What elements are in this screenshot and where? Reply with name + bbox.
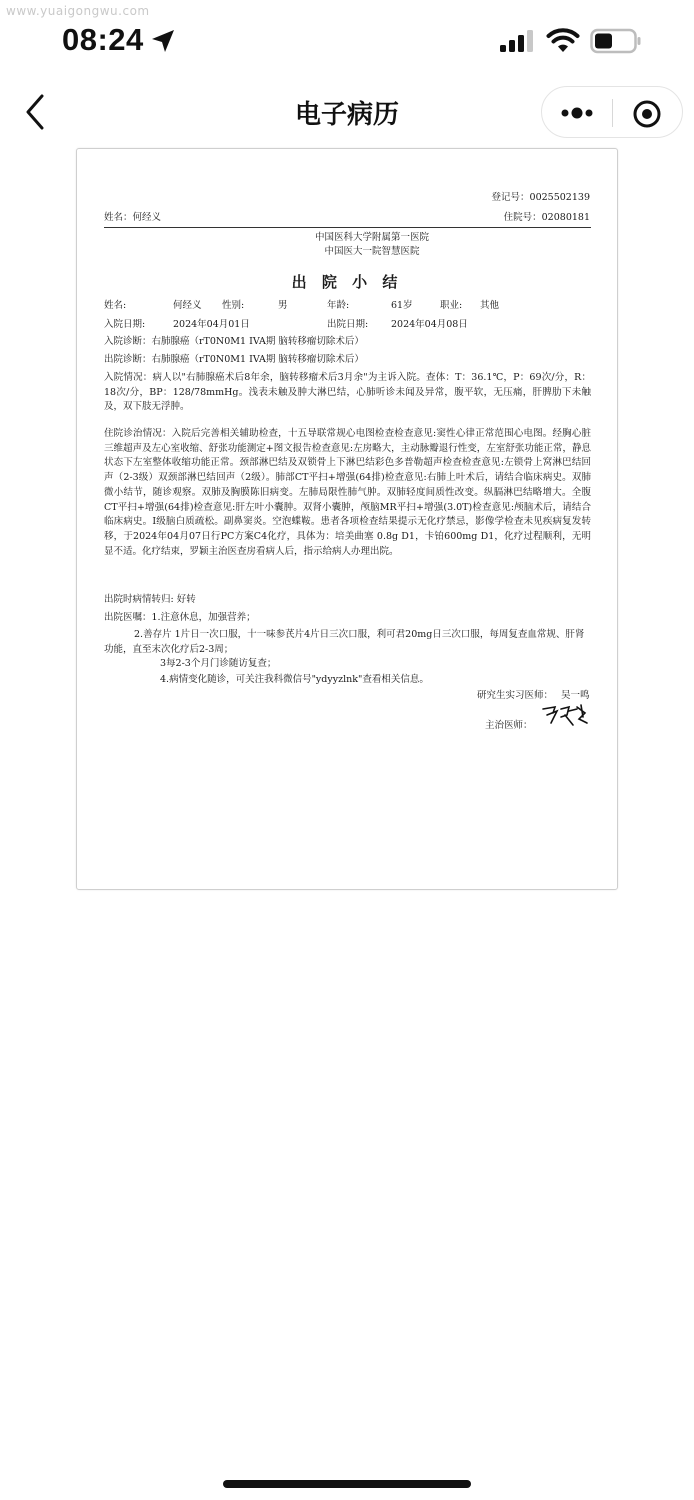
navigation-bar bbox=[0, 84, 694, 140]
label-age: 年龄: bbox=[327, 300, 350, 311]
status-bar bbox=[0, 0, 694, 84]
admit-diagnosis: 入院诊断：右肺腺癌（rT0N0M1 IVA期 脑转移瘤切除术后） bbox=[104, 336, 364, 347]
label-sex: 性别: bbox=[222, 300, 245, 311]
close-miniprogram-icon[interactable] bbox=[632, 99, 662, 129]
value-sex: 男 bbox=[278, 300, 288, 311]
discharge-diagnosis: 出院诊断：右肺腺癌（rT0N0M1 IVA期 脑转移瘤切除术后） bbox=[104, 354, 364, 365]
label-admit-date: 入院日期: bbox=[104, 319, 146, 330]
discharge-advice-3: 3每2-3个月门诊随访复查； bbox=[160, 658, 277, 669]
battery-icon bbox=[590, 28, 642, 54]
more-dots-icon[interactable] bbox=[560, 101, 594, 125]
value-discharge-date: 2024年04月08日 bbox=[391, 319, 468, 330]
admit-condition: 入院情况：病人以"右肺腺癌术后8年余，脑转移瘤术后3月余"为主诉入院。查体：T：36.1℃，P：69次/分，R：18次/分，BP：128/78mmHg。浅表未触及肿大淋巴结，心肺听诊未闻及异常，腹平软，无压痛，肝脾肋下未触及，双下肢无浮肿。 bbox=[104, 372, 591, 413]
label-job: 职业: bbox=[440, 300, 463, 311]
resident-name: 吴一鸣 bbox=[561, 690, 590, 701]
discharge-advice-4: 4.病情变化随诊，可关注我科微信号"ydyyzlnk"查看相关信息。 bbox=[160, 674, 429, 685]
miniprogram-capsule bbox=[541, 86, 683, 138]
value-admit-date: 2024年04月01日 bbox=[173, 319, 250, 330]
attending-signature-image bbox=[539, 701, 591, 731]
header-patient-name: 姓名：何经义 bbox=[104, 212, 162, 223]
home-indicator[interactable] bbox=[223, 1480, 471, 1488]
discharge-status: 出院时病情转归: 好转 bbox=[104, 594, 196, 605]
site-watermark: www.yuaigongwu.com bbox=[6, 4, 150, 18]
label-name: 姓名: bbox=[104, 300, 127, 311]
hospital-name-1: 中国医科大学附属第一医院 bbox=[314, 232, 429, 243]
treatment-course: 住院诊治情况：入院后完善相关辅助检查，十五导联常规心电图检查检查意见:窦性心律正常范围心电图。经胸心脏三维超声及左心室收缩、舒张功能测定+图文报告检查意见:左房略大，主动脉瓣退行性变，左室舒张功能正常，静息状态下左室整体收缩功能正常。颈部淋巴结及双锁骨上下淋巴结彩色多普勒超声检查检查意见:左锁骨上窝淋巴结回声（2-3级）双颈部淋巴结回声（2级）。肺部CT平扫+增强(64排)检查意见:右肺上叶术后，请结合临床病史。双肺微小结节，随诊观察。双肺及胸膜陈旧病变。左肺局限性肺气肿。双肺轻度间质性改变。纵膈淋巴结略增大。全腹CT平扫+增强(64排)检查意见:肝左叶小囊肿。双肾小囊肿，颅脑MR平扫+增强(3.0T)检查意见:颅脑术后，请结合临床病史。I级脑白质疏松。副鼻窦炎。空泡蝶鞍。患者各项检查结果提示无化疗禁忌，影像学检查未见疾病复发转移，于2024年04月07日行PC方案C4化疗，具体为：培美曲塞 0.8g D1，卡铂600mg D1，化疗过程顺利，无明显不适。化疗结束，罗颖主治医查房看病人后，指示给病人办理出院。 bbox=[104, 428, 591, 557]
header-divider bbox=[104, 227, 591, 228]
value-age: 61岁 bbox=[391, 300, 413, 311]
hospital-name-2: 中国医大一院智慧医院 bbox=[324, 246, 420, 257]
inpatient-number: 住院号：02080181 bbox=[503, 212, 590, 223]
attending-label: 主治医师： bbox=[485, 720, 533, 731]
capsule-divider bbox=[612, 99, 613, 127]
discharge-summary-document bbox=[76, 148, 618, 890]
label-discharge-date: 出院日期: bbox=[327, 319, 369, 330]
discharge-advice-2: 2.善存片 1片日一次口服，十一味参芪片4片日三次口服，利可君20mg日三次口服，每周复查血常规、肝肾功能，直至末次化疗后2-3周； bbox=[104, 629, 585, 655]
location-arrow-icon bbox=[150, 28, 176, 54]
page-title: 电子病历 bbox=[294, 100, 399, 130]
value-job: 其他 bbox=[480, 300, 500, 311]
wifi-icon bbox=[545, 26, 581, 54]
discharge-advice-1: 出院医嘱：1.注意休息，加强营养； bbox=[104, 612, 256, 623]
resident-label: 研究生实习医师： bbox=[477, 690, 554, 701]
status-time: 08:24 bbox=[62, 22, 144, 57]
value-name: 何经义 bbox=[173, 300, 202, 311]
registration-number: 登记号：0025502139 bbox=[491, 192, 590, 203]
document-title: 出 院 小 结 bbox=[291, 273, 403, 291]
cellular-signal-icon bbox=[500, 30, 536, 52]
